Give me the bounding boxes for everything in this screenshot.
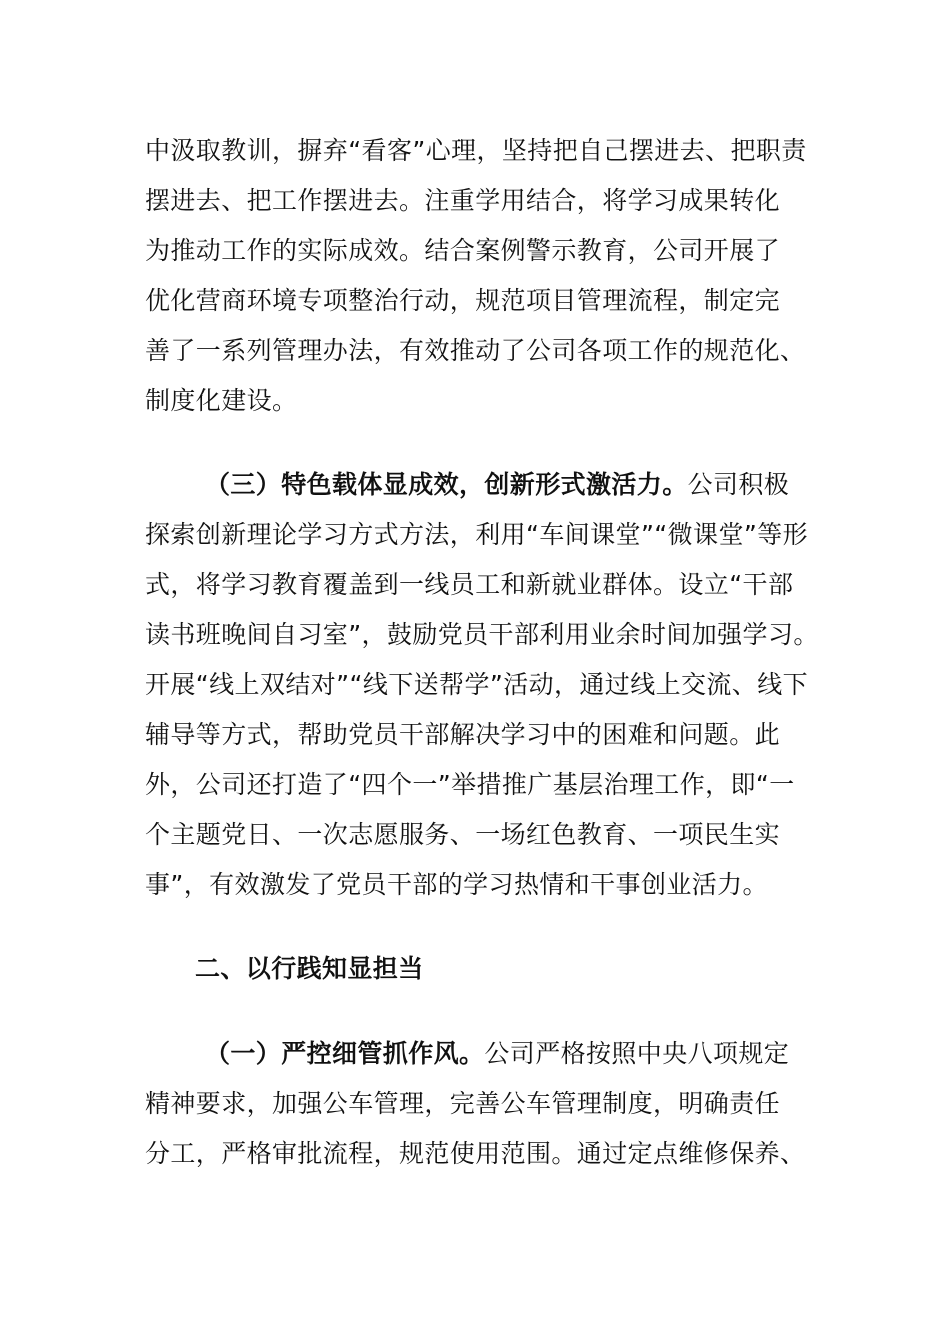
paragraph-line: 为推动工作的实际成效。结合案例警示教育，公司开展了 (145, 236, 781, 265)
paragraph-line: 摆进去、把工作摆进去。注重学用结合，将学习成果转化 (145, 186, 781, 215)
paragraph-line: 善了一系列管理办法，有效推动了公司各项工作的规范化、 (145, 336, 806, 365)
paragraph-text: 公司严格按照中央八项规定 (484, 1039, 790, 1068)
section-heading: 二、以行践知显担当 (195, 954, 424, 983)
paragraph-line: 分工，严格审批流程，规范使用范围。通过定点维修保养、 (145, 1139, 806, 1168)
paragraph-line: 外，公司还打造了“四个一”举措推广基层治理工作，即“一 (145, 770, 795, 799)
paragraph-line: 优化营商环境专项整治行动，规范项目管理流程，制定完 (145, 286, 781, 315)
paragraph-line: 精神要求，加强公车管理，完善公车管理制度，明确责任 (145, 1089, 781, 1118)
paragraph-line: 辅导等方式，帮助党员干部解决学习中的困难和问题。此 (145, 720, 781, 749)
paragraph-line: 事”，有效激发了党员干部的学习热情和干事创业活力。 (145, 870, 768, 899)
paragraph-line: 开展“线上双结对”“线下送帮学”活动，通过线上交流、线下 (145, 670, 809, 699)
paragraph-line: 读书班晚间自习室”，鼓励党员干部利用业余时间加强学习。 (145, 620, 819, 649)
paragraph-line: 式，将学习教育覆盖到一线员工和新就业群体。设立“干部 (145, 570, 794, 599)
paragraph-line: 探索创新理论学习方式方法，利用“车间课堂”“微课堂”等形 (145, 520, 809, 549)
paragraph-text: 公司积极 (687, 470, 790, 499)
subsection-heading: （一）严控细管抓作风。 (205, 1039, 485, 1068)
paragraph-line: 中汲取教训，摒弃“看客”心理，坚持把自己摆进去、把职责 (145, 136, 807, 165)
paragraph-first-line (205, 465, 789, 505)
paragraph-first-line (205, 1034, 789, 1074)
subsection-heading: （三）特色载体显成效，创新形式激活力。 (205, 470, 688, 499)
paragraph-line: 个主题党日、一次志愿服务、一场红色教育、一项民生实 (145, 820, 781, 849)
paragraph-line: 制度化建设。 (145, 386, 298, 415)
